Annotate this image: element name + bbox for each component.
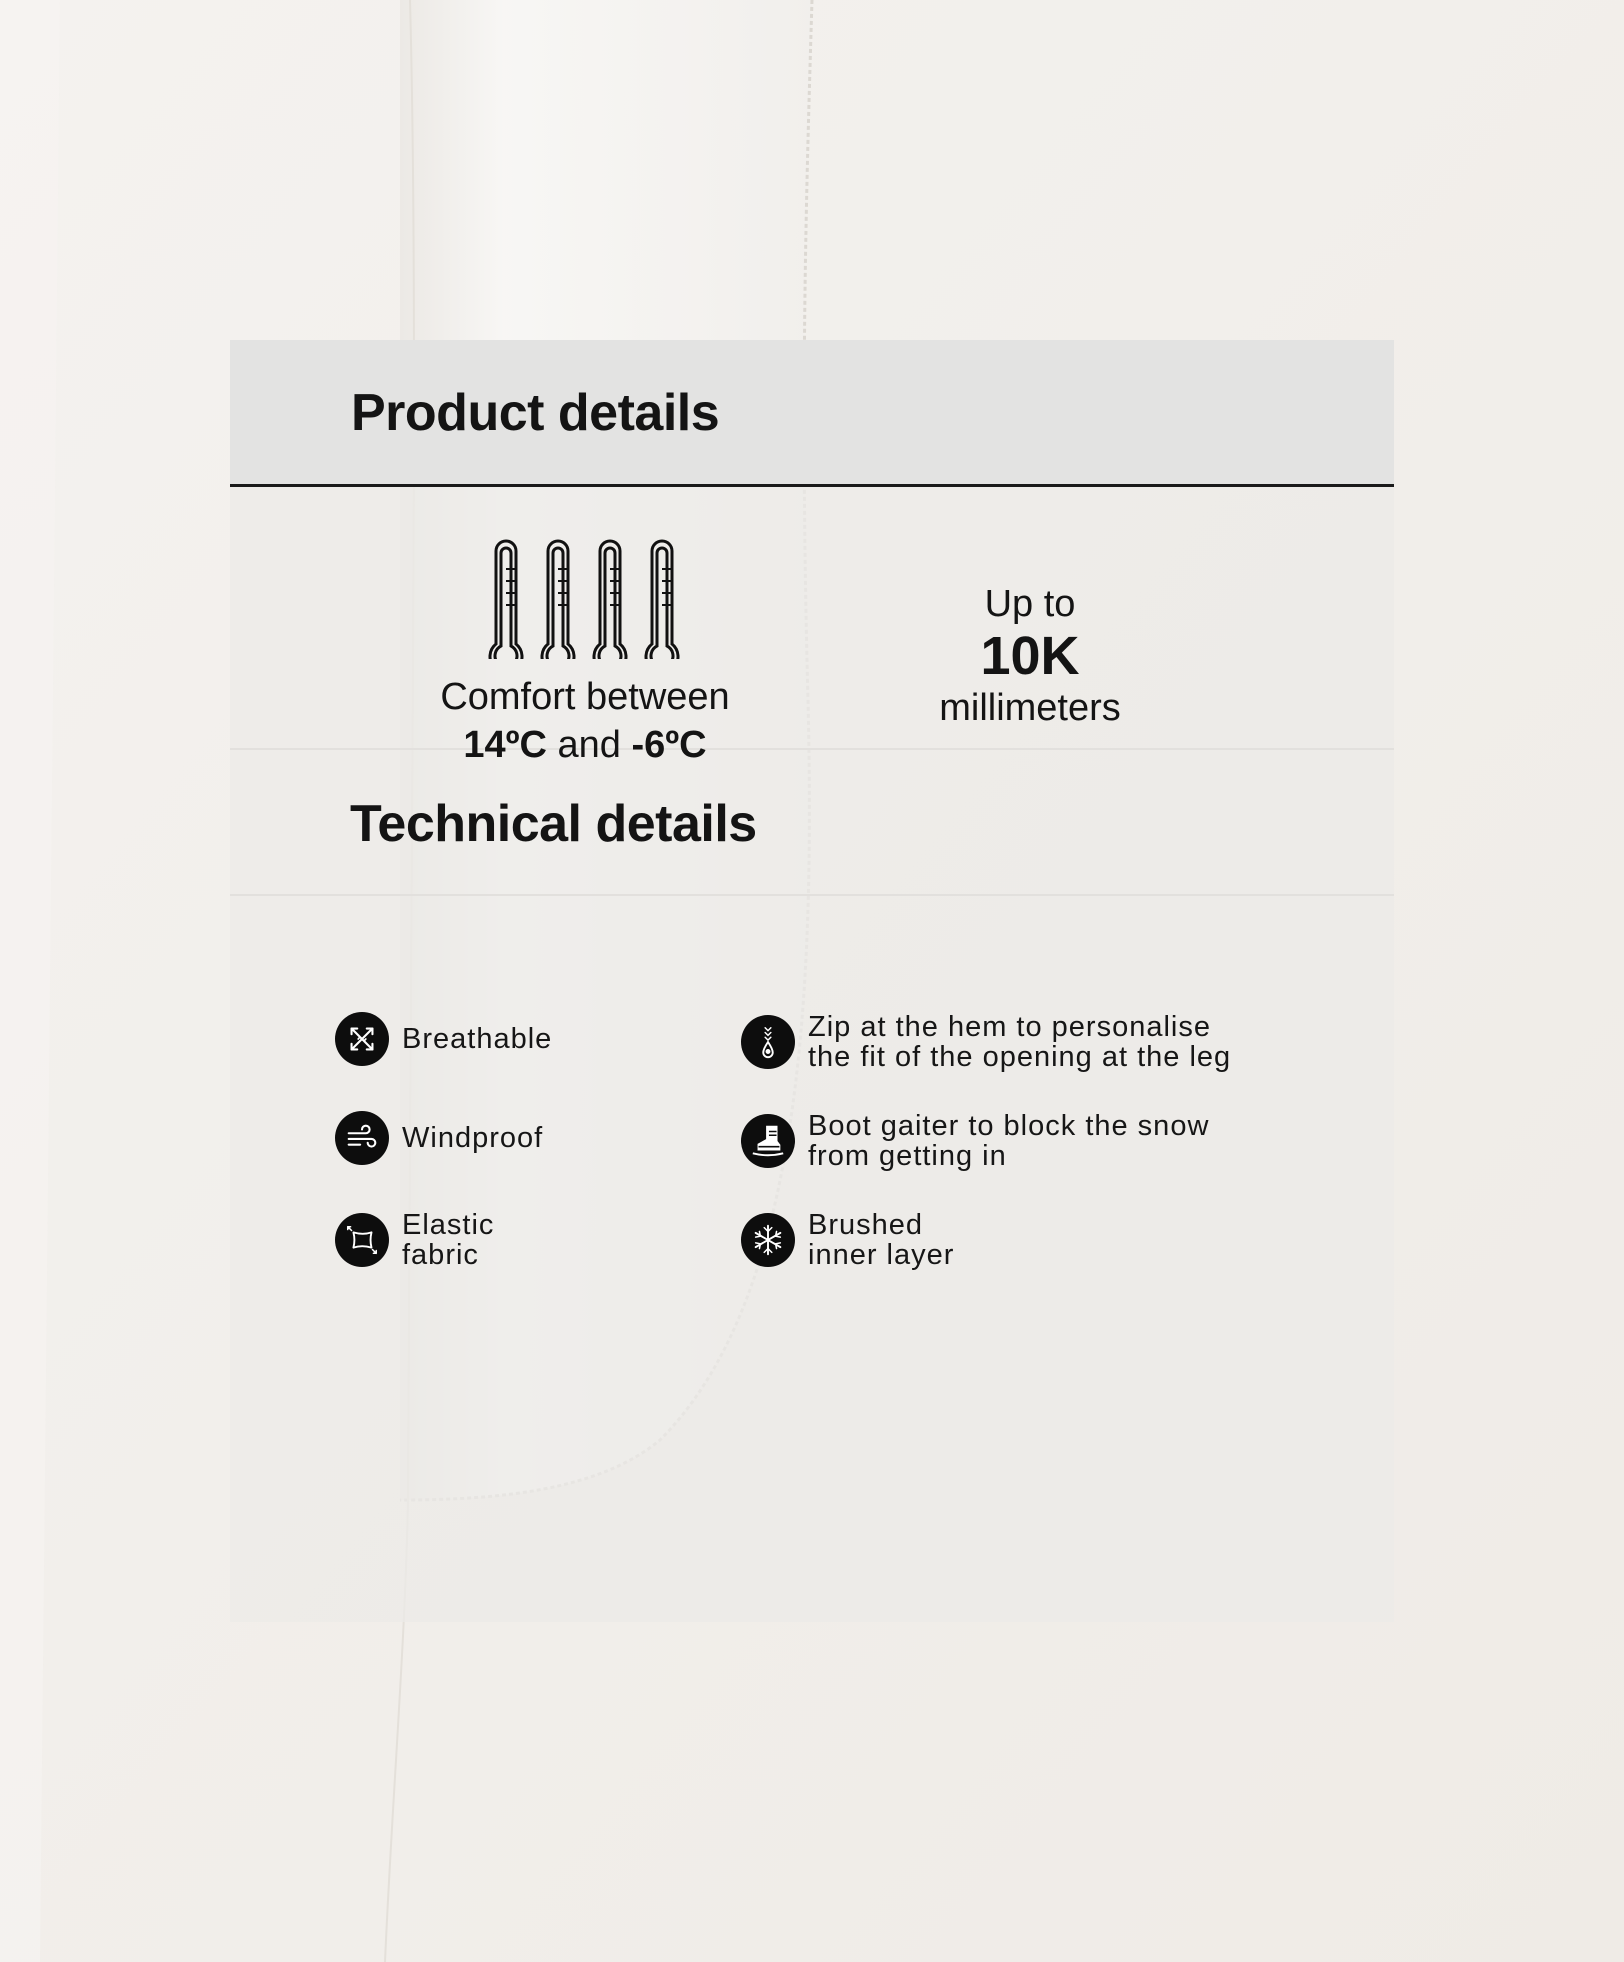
breathable-icon [335,1012,389,1066]
feature-label: Boot gaiter to block the snow from getting in [808,1110,1210,1172]
waterproof-rating [870,582,1190,730]
feature-zip [741,1012,1231,1072]
feature-brushed-inner-layer [741,1210,954,1270]
comfort-join: and [557,724,621,766]
feature-label: Breathable [402,1023,553,1055]
feature-elastic-fabric [335,1210,494,1270]
waterproof-lead: Up to [984,583,1076,625]
technical-details-header [230,750,1394,896]
wind-icon [335,1111,389,1165]
thermometer-rating [485,539,685,659]
product-details-title: Product details [351,384,720,442]
waterproof-unit: millimeters [939,687,1121,729]
thermometer-icon [542,541,574,659]
elastic-icon [335,1213,389,1267]
feature-label: Brushed inner layer [808,1209,955,1271]
zip-icon [741,1015,795,1069]
feature-label: Elastic fabric [402,1209,495,1271]
comfort-high: 14ºC [463,724,547,766]
feature-breathable [335,1012,552,1066]
feature-boot-gaiter [741,1111,1209,1171]
snowflake-icon [741,1213,795,1267]
product-info-card [230,340,1394,1622]
technical-details-title: Technical details [350,795,757,853]
thermometer-icon [646,541,678,659]
feature-label: Windproof [402,1122,544,1154]
thermometer-icon [594,541,626,659]
feature-windproof [335,1111,543,1165]
ratings-section [230,487,1394,766]
waterproof-value: 10K [980,626,1080,686]
feature-label: Zip at the hem to personalise the fit of the opening at the leg [808,1011,1232,1073]
product-details-header [230,340,1394,487]
thermometer-icon [490,541,522,659]
boot-icon [741,1114,795,1168]
comfort-lead: Comfort between [440,676,730,718]
comfort-low: -6ºC [631,724,707,766]
